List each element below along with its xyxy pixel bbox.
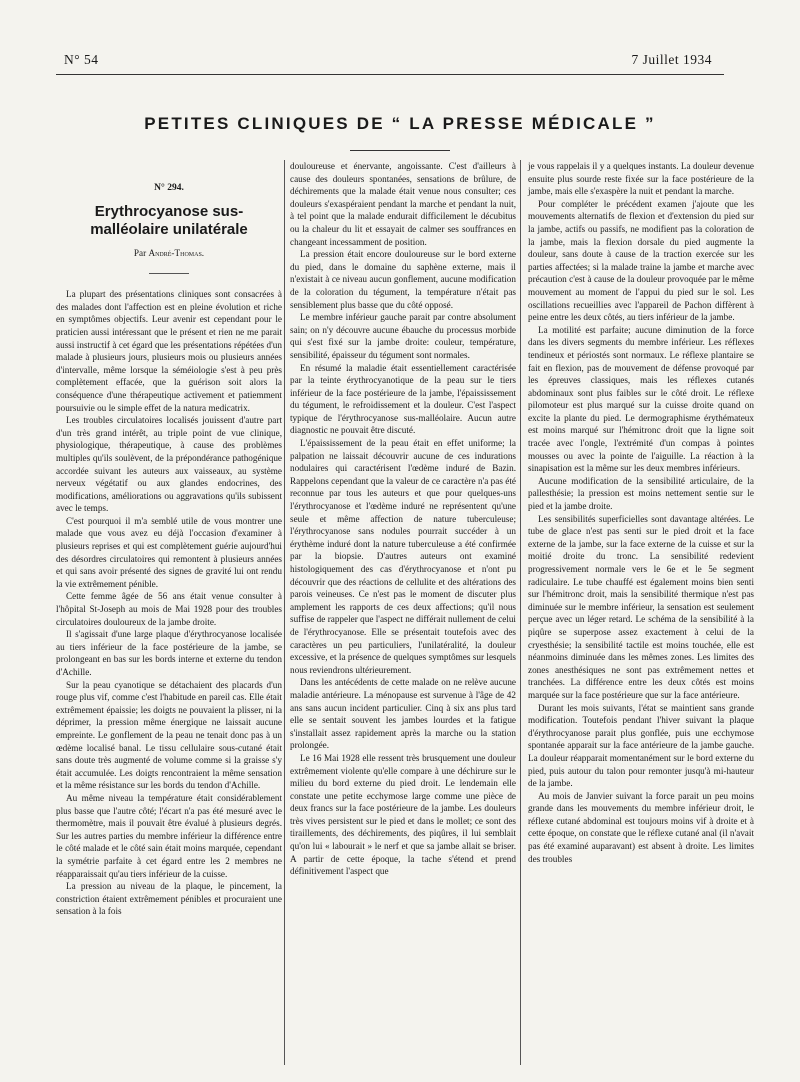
issue-date: 7 Juillet 1934 [631,52,712,67]
paragraph: Les troubles circulatoires localisés jouissent d'autre part d'un très grand intérêt, au triple point de vue clinique, physiologique, thérapeutique, à cause des problèmes multiples qu'ils soulèvent, de la prépondérance pathogénique accordée suivant les auteurs aux vaisseaux, au système nerveux végétatif ou aux glandes endocrines, des modifications, améliorations ou aggravations qu'ils subissent avec le temps. [56,415,282,514]
paragraph: Au même niveau la température était considérablement plus basse que l'autre côté; l'écart n'a pas été mesuré avec le thermomètre, mais il pouvait être évalué à plusieurs degrés. Sur les autres parties du membre inférieur la différence entre le côté malade et le côté sain était moins marquée, cependant la symétrie parfaite à cet égard entre les 2 membres ne réapparaissait qu'au tiers inférieur de la cuisse. [56,792,282,879]
author-name: André-Thomas. [148,247,205,258]
paragraph: La pression était encore douloureuse sur le bord externe du pied, dans le domaine du saphène externe, mais il n'existait à ce niveau aucun gonflement, aucune modification de la coloration du tégument, la température n'était pas sensiblement plus basse que du côté opposé. [290,249,516,310]
paragraph: Au mois de Janvier suivant la force parait un peu moins grande dans les mouvements du membre inférieur droit, le réflexe cutané abdominal est toujours moins vif à droite et à cette époque, on constate que le réflexe cutané anal (il n'avait pas été examiné auparavant) est absent à droite. Les limites des troubles [528,790,754,864]
paragraph: C'est pourquoi il m'a semblé utile de vous montrer une malade que vous avez eu déjà l'occasion d'examiner à plusieurs reprises et qui est complètement guérie aujourd'hui des désordres circulatoires qui remontent à plusieurs années et qui sans avoir présenté des signes de gravité lui ont rendu la vie extrêmement pénible. [56,515,282,589]
paragraph: Cette femme âgée de 56 ans était venue consulter à l'hôpital St-Joseph au mois de Mai 1928 pour des troubles circulatoires douloureux de la jambe droite. [56,591,282,627]
paragraph: Sur la peau cyanotique se détachaient des placards d'un rouge plus vif, comme c'est l'habitude en pareil cas. Elle était extrêmement épaissie; les doigts ne pouvaient la plisser, ni la déprimer, la pression même énergique ne laissait aucune empreinte. Le gonflement de la peau ne tenait donc pas à un œdème localisé banal. Le tissu cellulaire sous-cutané était sans doute très augmenté de volume comme si la graisse s'y était accumulée. Les doigts rencontraient la même sensation et la même résistance sur les bords du tendon d'Achille. [56,679,282,791]
paragraph: La motilité est parfaite; aucune diminution de la force dans les divers segments du membre inférieur. Les réflexes tendineux et périostés sont normaux. Le réflexe plantaire se fait en flexion, pas de mouvement de défense provoqué par les épreuves classiques, mais les réflexes cutanés abdominaux sont plus faibles sur le côté droit. Le réflexe pilomoteur est plus marqué sur la cuisse droite quand on excite la plante du pied. Le dermographisme érythémateux est moins marqué sur l'hémitronc droit que la ligne soit tracée avec l'ongle, l'extrémité d'un compas à pointes mousses ou avec la pointe de l'aiguille. La réaction à la sinapisation est la même sur les deux membres inférieurs. [528,324,754,474]
paragraph: Le membre inférieur gauche parait par contre absolument sain; on n'y découvre aucune ébauche du processus morbide qui s'est fixé sur la jambe droite: couleur, température, sensibilité, épaisseur du tégument sont normales. [290,312,516,360]
header-rule [56,74,724,75]
article-number: N° 294. [154,183,184,193]
paragraph: Les sensibilités superficielles sont davantage altérées. Le tube de glace n'est pas senti sur le pied droit et la face externe de la jambe, sur la face externe de la cuisse et sur la moitié droite du tronc. La sensibilité redevient progressivement normale vers le 6e et le 5e segment radiculaire. Le tube chauffé est également moins bien senti sur l'hémitronc droit, mais la sensibilité thermique n'est pas diminuée sur le membre inférieur, la sensation est seulement perçue avec un léger retard. Le schéma de la sensibilité à la piqûre se superpose assez exactement à celui de la cryesthésie; la sensibilité tactile est moins touchée, elle est néanmoins diminuée dans les mêmes zones. Les limites des zones anesthésiques ne sont pas extrêmement nettes et tranchées. La différence entre les deux côtés est moins marquée sur la face postérieure que sur la face antérieure. [528,513,754,700]
paragraph: Durant les mois suivants, l'état se maintient sans grande modification. Toutefois pendant l'hiver suivant la plaque d'érythrocyanose parait plus gonflée, puis une ecchymose spontanée apparait sur la face antérieure de la jambe gauche. La douleur réapparait momentanément sur le bord externe du pied, puis autour du talon pour remonter jusqu'à mi-hauteur de la jambe. [528,702,754,789]
column-2 [290,160,516,878]
column-1 [56,160,282,918]
masthead-rule [350,150,450,151]
paragraph: Il s'agissait d'une large plaque d'érythrocyanose localisée au tiers inférieur de la face postérieure de la jambe, se prolongeant en bas sur les bords interne et externe du tendon d'Achille. [56,629,282,677]
column-3 [528,160,754,865]
column-divider [520,160,521,1065]
masthead-title: PETITES CLINIQUES DE “ LA PRESSE MÉDICALE ” [144,114,656,133]
column-divider [284,160,285,1065]
author-prefix: Par [133,247,149,258]
article-author [56,247,282,260]
title-rule [149,273,189,274]
paragraph: La plupart des présentations cliniques sont consacrées à des malades dont l'affection est en pleine évolution et riche en symptômes objectifs. Leur avenir est cependant pour le praticien aussi intéressant que le présent et rien ne me parait aussi instructif à cet égard que les présentations répétées d'un malade à plusieurs jours, plusieurs mois ou plusieurs années d'intervalle, même lorsque la séméiologie s'est à peu près complètement effacée, que la guérison soit alors la conséquence d'une thérapeutique activement et patiemment poursuivie ou le simple effet de la natura medicatrix. [56,289,282,413]
paragraph: Le 16 Mai 1928 elle ressent très brusquement une douleur extrêmement violente qu'elle compare à une déchirure sur le milieu du bord externe du pied droit. Le lendemain elle constate une petite ecchymose large comme une pièce de deux francs sur la face postérieure de la jambe. Les douleurs très vives persistent sur le pied et dans le mollet; ce sont des tiraillements, des déchirements, des piqûres, il lui semblait qu'on lui « labourait » le nerf et que sa jambe allait se briser. A partir de cette époque, la tache s'étend et prend définitivement l'aspect que [290,752,516,877]
paragraph: douloureuse et énervante, angoissante. C'est d'ailleurs à cause des douleurs spontanées, sensations de brûlure, de déchirements que la malade était venue nous consulter; ces douleurs s'exaspéraient pendant la marche et pendant la nuit, à tel point que la malade endurait difficilement le décubitus ou la chaleur du lit et essayait de calmer ses souffrances en changeant incessamment de position. [290,161,516,247]
paragraph: L'épaississement de la peau était en effet uniforme; la palpation ne laissait découvrir aucune de ces indurations nodulaires qui caractérisent l'œdème induré de Bazin. Rappelons cependant que la valeur de ce caractère n'a pas été reconnue par tous les auteurs et que pour quelques-uns l'érythrocyanose et l'œdème induré ne représentent qu'une seule et même affection de nature tuberculeuse; l'érythrocyanose sans nodules pourrait succéder à un érythème induré dont la nature tuberculeuse a été confirmée par la biopsie. D'autres auteurs ont examiné histologiquement des cas d'érythrocyanose et n'ont pu découvrir que des réactions de cellulite et des altérations des parois veineuses. Ce n'est pas le moment de discuter plus amplement les rapports de ces deux affections; qu'il nous suffise de rappeler que l'aspect ne différait nullement de celui de l'érythrocyanose. Elle se présentait toutefois avec des caractères un peu particuliers, l'unilatéralité, la douleur excessive, et la présence de quelques symptômes sur lesquels nous reviendrons ultérieurement. [290,438,516,675]
paragraph: La pression au niveau de la plaque, le pincement, la constriction étaient extrêmement pénibles et procuraient une sensation à la fois [56,881,282,917]
article-title: Erythrocyanose sus-malléolaire unilatérale [90,202,248,238]
paragraph: Pour compléter le précédent examen j'ajoute que les mouvements alternatifs de flexion et d'extension du pied sur la jambe, actifs ou passifs, ne modifient pas la coloration de la jambe, mais la flexion dorsale du pied augmente la douleur, sans doute à cause de la traction exercée sur les parties affectées; si la malade traine la jambe et marche avec précaution c'est à cause de la douleur provoquée par le même mouvement au moment de l'appui du pied sur le sol. Les oscillations recueillies avec l'appareil de Pachon diffèrent à peine entre les deux côtés, au tiers inférieur de la jambe. [528,198,754,323]
issue-number: N° 54 [64,52,99,67]
paragraph: En résumé la maladie était essentiellement caractérisée par la teinte érythrocyanotique de la peau sur le tiers inférieur de la face postérieure de la jambe, l'épaississement du tégument, le refroidissement et la douleur. C'est l'aspect typique de l'érythrocyanose sus-malléolaire. Aucun autre diagnostic ne pouvait être discuté. [290,362,516,436]
paragraph: je vous rappelais il y a quelques instants. La douleur devenue ensuite plus sourde reste fixée sur la face postérieure de la jambe, mais elle s'exaspère la nuit et pendant la marche. [528,161,754,197]
paragraph: Aucune modification de la sensibilité articulaire, de la pallesthésie; la pression est moins nettement sentie sur le pied et la jambe droite. [528,475,754,512]
paragraph: Dans les antécédents de cette malade on ne relève aucune maladie antérieure. La ménopause est survenue à l'âge de 42 ans sans aucun incident particulier. Cinq à six ans plus tard elle se sentait souvent les jambes lourdes et la fatigue s'installait assez rapidement après la marche ou la station prolongée. [290,677,516,751]
